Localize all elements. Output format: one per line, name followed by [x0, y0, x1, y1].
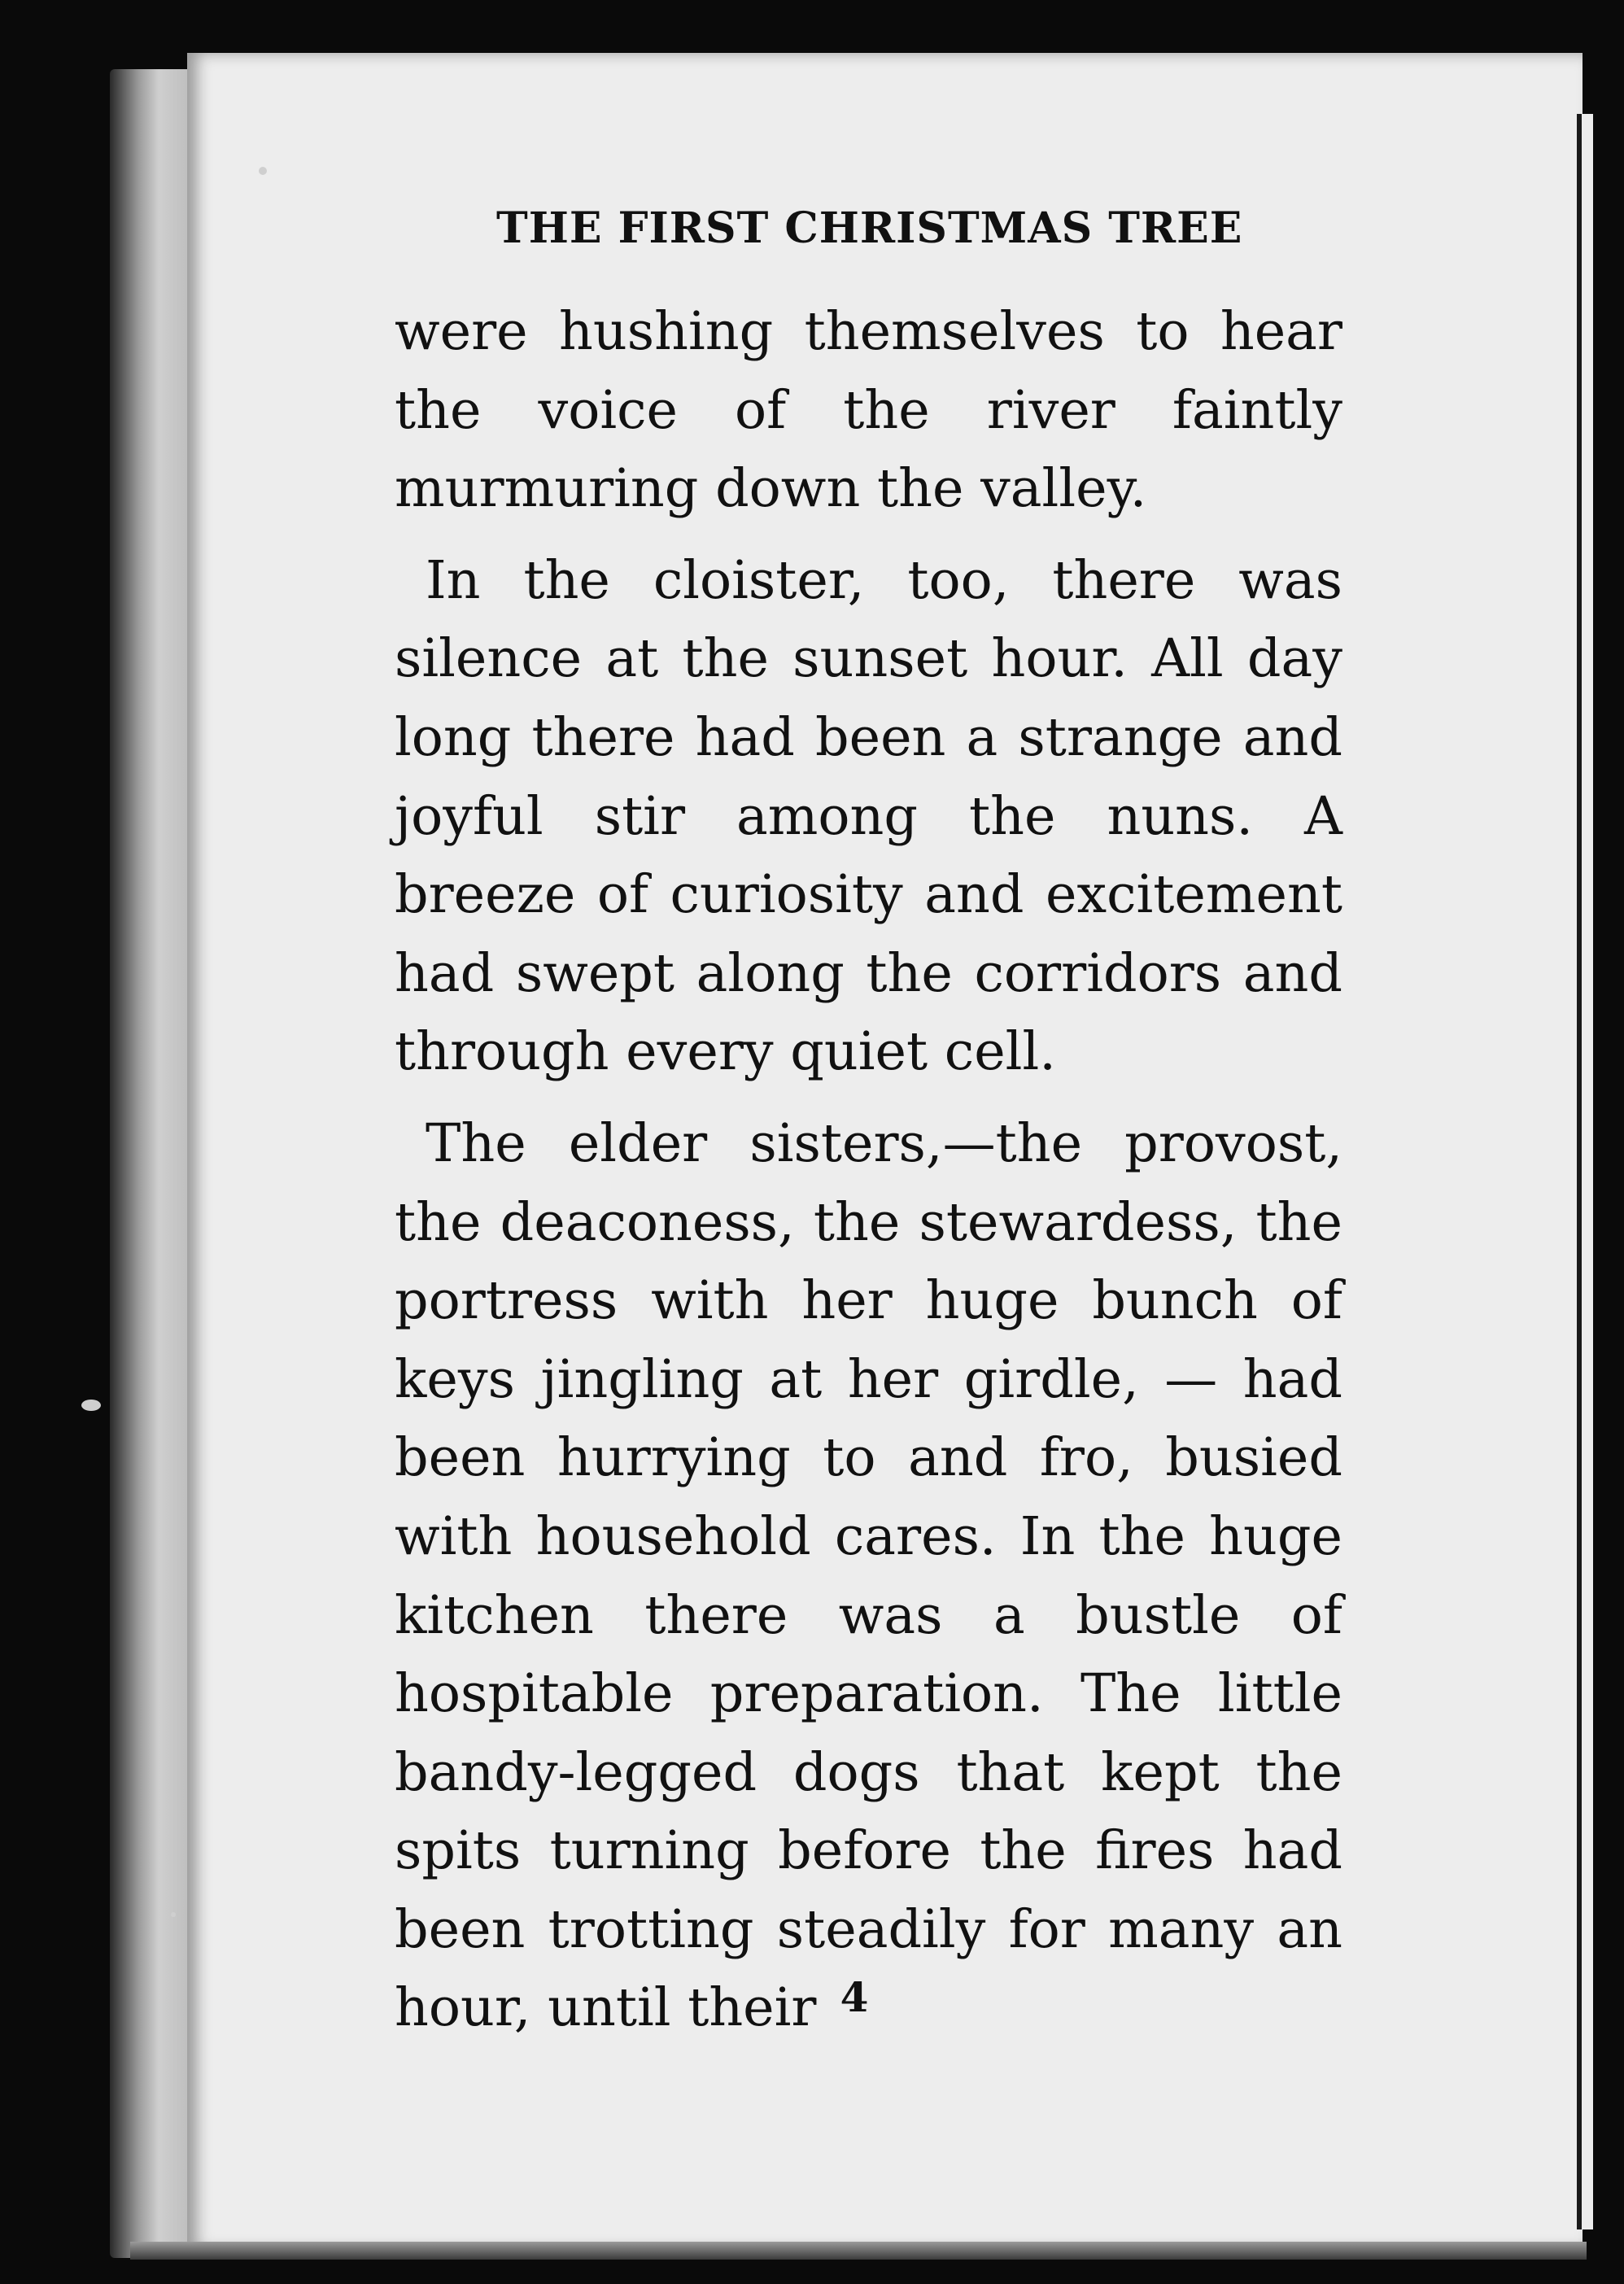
scan-speck: [259, 167, 267, 175]
paragraph-2: In the cloister, too, there was silence at the sunset hour. All day long there had been a strange and joyful stir among the nuns. A breeze of curiosity and excitement had swept along the corridors and through every quiet cell.: [395, 549, 1342, 1083]
scan-speck: [171, 1912, 176, 1917]
facing-page-edge: [1577, 114, 1593, 2229]
running-head: THE FIRST CHRISTMAS TREE: [496, 203, 1243, 253]
paragraph-1: were hushing themselves to hear the voice of the river faintly murmuring down the valley.: [395, 301, 1342, 520]
book-bottom-edge: [130, 2242, 1587, 2260]
paragraph-3: The elder sisters,—the provost, the deaconess, the stewardess, the portress with her huge bunch of keys jingling at her girdle, — had been hurrying to and fro, busied with household cares. In the huge kitchen there was a bustle of hospitable preparation. The little bandy-legged dogs that kept the spits turning before the fires had been trotting steadily for many an hour, until their: [395, 1112, 1342, 2039]
body-text: [395, 293, 1342, 2061]
scan-speck: [81, 1400, 101, 1411]
page-number: 4: [840, 1973, 869, 2021]
book-binding: [110, 69, 191, 2258]
